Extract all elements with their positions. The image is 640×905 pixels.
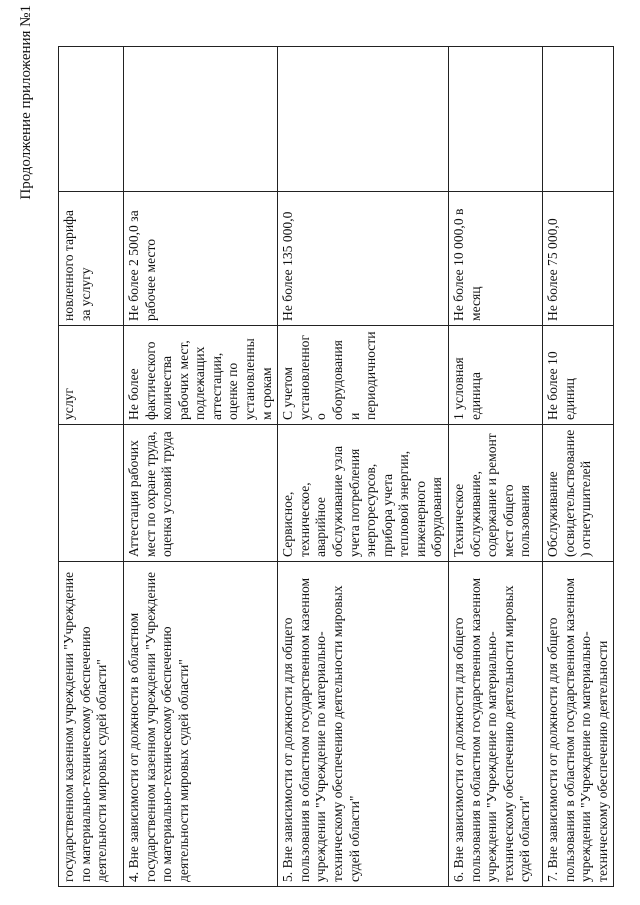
cell-price: новленного тарифа за услугу [59,192,124,326]
cell-service: Техническое обслуживание, содержание и ремонт мест общего пользования [448,425,542,562]
table-row [542,47,613,887]
cell-extra [124,47,278,192]
cell-position: государственном казенном учреждении "Учреждение по материально-техническому обеспечению деятельности мировых судей области" [59,562,124,887]
table-row [448,47,542,887]
expense-table [58,46,614,887]
cell-unit: С учетом установленного оборудования и периодичности [278,326,449,425]
cell-position: 4. Вне зависимости от должности в областном государственном казенном учреждении "Учреждение по материально-техническому обеспечению деятельности мировых судей области" [124,562,278,887]
cell-extra [59,47,124,192]
cell-unit: 1 условная единица [448,326,542,425]
cell-extra [542,47,613,192]
cell-service [59,425,124,562]
cell-extra [278,47,449,192]
cell-price: Не более 10 000,0 в месяц [448,192,542,326]
cell-position: 5. Вне зависимости от должности для общего пользования в областном государственном казенном учреждении "Учреждение по материально-техническому обеспечению деятельности мировых судей области" [278,562,449,887]
page-heading: Продолжение приложения №1 [18,5,34,200]
table-row [278,47,449,887]
cell-price: Не более 135 000,0 [278,192,449,326]
cell-unit: Не более фактического количества рабочих мест, подлежащих аттестации, оценке по установленным срокам [124,326,278,425]
cell-service: Аттестация рабочих мест по охране труда, оценка условий труда [124,425,278,562]
cell-unit: Не более 10 единиц [542,326,613,425]
cell-service: Обслуживание (освидетельствование) огнетушителей [542,425,613,562]
cell-service: Сервисное, техническое, аварийное обслуживание узла учета потребления энергоресурсов, прибора учета тепловой энергии, инженерного оборудования [278,425,449,562]
cell-position: 7. Вне зависимости от должности для общего пользования в областном государственном казенном учреждении "Учреждение по материально-техническому обеспечению деятельности [542,562,613,887]
cell-unit: услуг [59,326,124,425]
cell-extra [448,47,542,192]
cell-price: Не более 75 000,0 [542,192,613,326]
cell-price: Не более 2 500,0 за рабочее место [124,192,278,326]
table-row [124,47,278,887]
table-row [59,47,124,887]
cell-position: 6. Вне зависимости от должности для общего пользования в областном государственном казенном учреждении "Учреждение по материально-техническому обеспечению деятельности мировых судей области" [448,562,542,887]
